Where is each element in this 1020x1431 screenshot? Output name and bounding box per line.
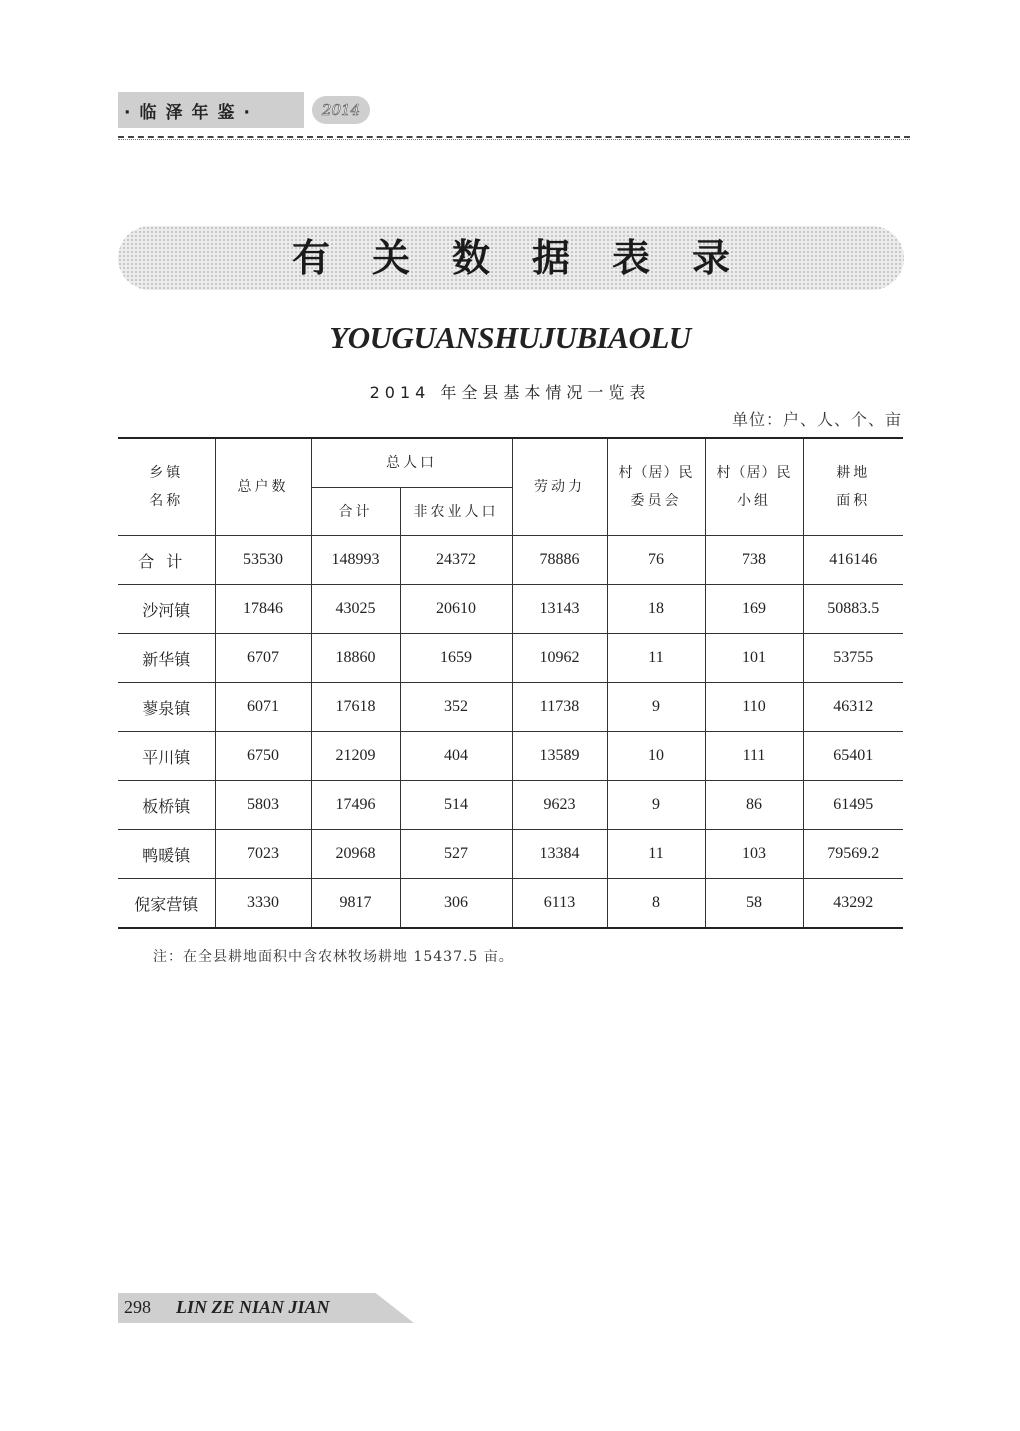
cell-pop-total: 17618: [311, 683, 400, 732]
col-header-pop-total: 合计: [311, 488, 400, 536]
col-header-farmland-line2: 面积: [836, 493, 871, 509]
cell-labor: 11738: [512, 683, 607, 732]
cell-pop-total: 43025: [311, 585, 400, 634]
table-caption: 2014 年全县基本情况一览表: [369, 383, 651, 402]
col-header-committees-line2: 委员会: [630, 493, 682, 509]
cell-pop-total: 20968: [311, 830, 400, 879]
table-row: [118, 634, 903, 683]
col-header-groups: [705, 438, 803, 536]
section-title: 有关数据表录: [291, 235, 772, 280]
cell-pop-nonagri: 527: [400, 830, 512, 879]
cell-town: 倪家营镇: [118, 879, 215, 929]
table-row: [118, 732, 903, 781]
cell-farmland: 65401: [803, 732, 903, 781]
col-header-households: 总户数: [215, 438, 311, 536]
cell-town: 新华镇: [118, 634, 215, 683]
cell-groups: 110: [705, 683, 803, 732]
cell-labor: 13384: [512, 830, 607, 879]
cell-labor: 13143: [512, 585, 607, 634]
cell-labor: 6113: [512, 879, 607, 929]
table-row: [118, 879, 903, 929]
cell-committees: 11: [607, 830, 705, 879]
section-title-pinyin: YOUGUANSHUJUBIAOLU: [329, 320, 691, 355]
table-row: [118, 830, 903, 879]
cell-groups: 169: [705, 585, 803, 634]
cell-committees: 9: [607, 781, 705, 830]
cell-town: 平川镇: [118, 732, 215, 781]
cell-households: 6750: [215, 732, 311, 781]
col-header-committees: [607, 438, 705, 536]
cell-groups: 86: [705, 781, 803, 830]
cell-committees: 76: [607, 536, 705, 585]
cell-pop-nonagri: 24372: [400, 536, 512, 585]
header-divider-secondary: [118, 139, 910, 140]
table-unit: 单位：户、人、个、亩: [731, 410, 902, 429]
cell-committees: 11: [607, 634, 705, 683]
cell-farmland: 46312: [803, 683, 903, 732]
col-header-town-line2: 名称: [149, 493, 184, 509]
cell-households: 6071: [215, 683, 311, 732]
cell-farmland: 416146: [803, 536, 903, 585]
col-header-farmland-line1: 耕地: [836, 465, 871, 481]
cell-households: 3330: [215, 879, 311, 929]
cell-committees: 18: [607, 585, 705, 634]
cell-pop-total: 9817: [311, 879, 400, 929]
col-header-groups-line2: 小组: [737, 493, 771, 509]
cell-pop-nonagri: 352: [400, 683, 512, 732]
cell-households: 6707: [215, 634, 311, 683]
cell-pop-total: 148993: [311, 536, 400, 585]
cell-pop-total: 17496: [311, 781, 400, 830]
cell-town: 合计: [118, 536, 215, 585]
cell-households: 7023: [215, 830, 311, 879]
cell-groups: 111: [705, 732, 803, 781]
table-row-total: [118, 536, 903, 585]
cell-groups: 58: [705, 879, 803, 929]
page-number: 298: [124, 1297, 151, 1317]
cell-farmland: 43292: [803, 879, 903, 929]
cell-households: 17846: [215, 585, 311, 634]
table-row: [118, 585, 903, 634]
header-divider: [118, 136, 910, 138]
col-header-town-line1: 乡镇: [149, 465, 184, 481]
cell-farmland: 50883.5: [803, 585, 903, 634]
cell-town: 沙河镇: [118, 585, 215, 634]
cell-labor: 13589: [512, 732, 607, 781]
col-header-town: [118, 438, 215, 536]
cell-committees: 9: [607, 683, 705, 732]
cell-farmland: 53755: [803, 634, 903, 683]
cell-pop-total: 18860: [311, 634, 400, 683]
cell-labor: 10962: [512, 634, 607, 683]
cell-pop-total: 21209: [311, 732, 400, 781]
header-year-badge: 2014: [312, 96, 370, 124]
table-row: [118, 781, 903, 830]
col-header-farmland: [803, 438, 903, 536]
table-row: [118, 683, 903, 732]
cell-groups: 101: [705, 634, 803, 683]
cell-labor: 9623: [512, 781, 607, 830]
cell-pop-nonagri: 306: [400, 879, 512, 929]
cell-pop-nonagri: 1659: [400, 634, 512, 683]
cell-farmland: 61495: [803, 781, 903, 830]
book-title: ·临泽年鉴·: [124, 103, 259, 123]
cell-town: 蓼泉镇: [118, 683, 215, 732]
cell-town: 板桥镇: [118, 781, 215, 830]
col-header-groups-line1: 村（居）民: [716, 465, 792, 481]
footer-book-title: LIN ZE NIAN JIAN: [176, 1297, 330, 1317]
col-header-population: 总人口: [311, 438, 512, 488]
cell-committees: 8: [607, 879, 705, 929]
cell-farmland: 79569.2: [803, 830, 903, 879]
cell-pop-nonagri: 514: [400, 781, 512, 830]
cell-pop-nonagri: 404: [400, 732, 512, 781]
col-header-committees-line1: 村（居）民: [618, 465, 694, 481]
cell-labor: 78886: [512, 536, 607, 585]
cell-households: 53530: [215, 536, 311, 585]
cell-groups: 738: [705, 536, 803, 585]
cell-pop-nonagri: 20610: [400, 585, 512, 634]
cell-households: 5803: [215, 781, 311, 830]
statistics-table: [118, 437, 903, 929]
table-note: 注：在全县耕地面积中含农林牧场耕地 15437.5 亩。: [153, 949, 514, 965]
cell-committees: 10: [607, 732, 705, 781]
col-header-pop-nonagri: 非农业人口: [400, 488, 512, 536]
col-header-labor: 劳动力: [512, 438, 607, 536]
cell-groups: 103: [705, 830, 803, 879]
cell-town: 鸭暖镇: [118, 830, 215, 879]
